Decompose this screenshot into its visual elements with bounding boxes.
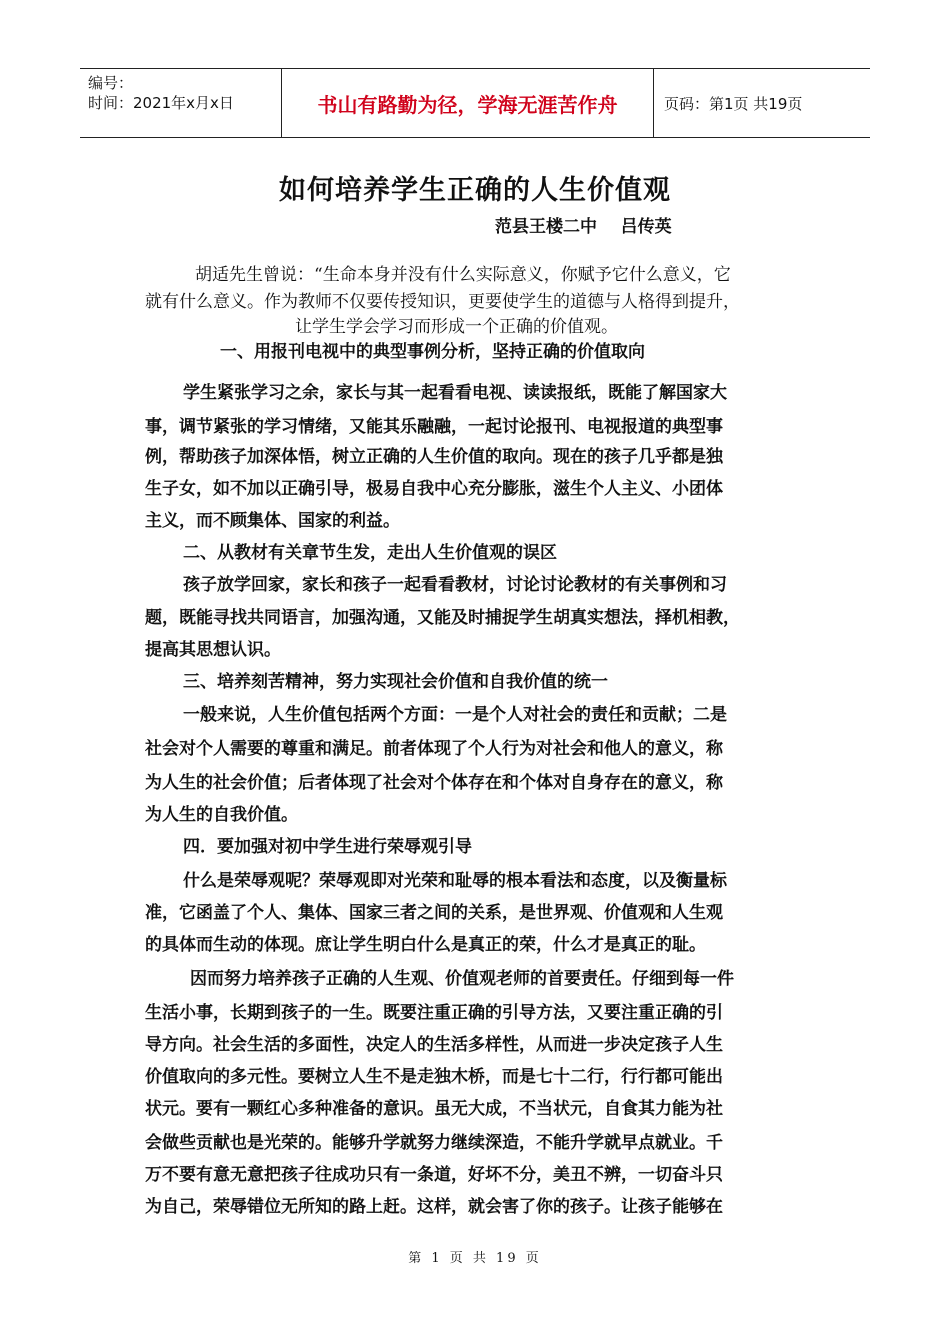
page-footer: 第 1 页 共 19 页	[408, 1251, 542, 1266]
body-line: 价值取向的多元性。要树立人生不是走独木桥，而是七十二行，行行都可能出	[145, 1067, 723, 1087]
body-line: 什么是荣辱观呢？荣辱观即对光荣和耻辱的根本看法和态度，以及衡量标	[183, 871, 727, 891]
body-line: 生子女，如不加以正确引导，极易自我中心充分膨胀，滋生个人主义、小团体	[145, 479, 723, 499]
header-motto-cell	[282, 69, 654, 137]
body-line: 导方向。社会生活的多面性，决定人的生活多样性，从而进一步决定孩子人生	[145, 1035, 723, 1055]
body-line: 生活小事，长期到孩子的一生。既要注重正确的引导方法，又要注重正确的引	[145, 1003, 723, 1023]
body-line: 一般来说，人生价值包括两个方面：一是个人对社会的责任和贡献；二是	[183, 705, 727, 725]
body-line: 学生紧张学习之余，家长与其一起看看电视、读读报纸，既能了解国家大	[183, 383, 727, 403]
body-line: 题，既能寻找共同语言，加强沟通，又能及时捕捉学生胡真实想法，择机相教，	[145, 608, 740, 628]
body-line: 为人生的自我价值。	[145, 805, 298, 825]
document-title: 如何培养学生正确的人生价值观	[279, 175, 671, 206]
body-line: 四．要加强对初中学生进行荣辱观引导	[183, 837, 472, 857]
body-line: 就有什么意义。作为教师不仅要传授知识，更要使学生的道德与人格得到提升，	[145, 292, 740, 312]
body-line: 社会对个人需要的尊重和满足。前者体现了个人行为对社会和他人的意义，称	[145, 739, 723, 759]
body-line: 因而努力培养孩子正确的人生观、价值观老师的首要责任。仔细到每一件	[190, 969, 734, 989]
body-line: 让学生学会学习而形成一个正确的价值观。	[295, 317, 618, 337]
body-line: 会做些贡献也是光荣的。能够升学就努力继续深造，不能升学就早点就业。千	[145, 1133, 723, 1153]
body-line: 胡适先生曾说：“生命本身并没有什么实际意义，你赋予它什么意义，它	[195, 265, 731, 285]
body-line: 三、培养刻苦精神，努力实现社会价值和自我价值的统一	[183, 672, 608, 692]
page-header	[80, 68, 870, 138]
body-line: 事，调节紧张的学习情绪，又能其乐融融，一起讨论报刊、电视报道的典型事	[145, 417, 723, 437]
header-motto: 书山有路勤为径，学海无涯苦作舟	[317, 92, 618, 117]
body-line: 提高其思想认识。	[145, 640, 281, 660]
body-line: 例，帮助孩子加深体悟，树立正确的人生价值的取向。现在的孩子几乎都是独	[145, 447, 723, 467]
body-line: 为人生的社会价值；后者体现了社会对个体存在和个体对自身存在的意义，称	[145, 773, 723, 793]
body-line: 为自己，荣辱错位无所知的路上赶。这样，就会害了你的孩子。让孩子能够在	[145, 1197, 723, 1217]
body-line: 一、用报刊电视中的典型事例分析，坚持正确的价值取向	[220, 342, 645, 362]
document-author: 范县王楼二中 吕传英	[495, 217, 672, 237]
body-line: 二、从教材有关章节生发，走出人生价值观的误区	[183, 543, 557, 563]
date-label: 时间：2021年x月x日	[88, 94, 234, 112]
body-line: 的具体而生动的体现。庶让学生明白什么是真正的荣，什么才是真正的耻。	[145, 935, 706, 955]
body-line: 主义，而不顾集体、国家的利益。	[145, 511, 400, 531]
number-label: 编号：	[88, 74, 134, 92]
body-line: 准，它函盖了个人、集体、国家三者之间的关系，是世界观、价值观和人生观	[145, 903, 723, 923]
body-line: 万不要有意无意把孩子往成功只有一条道，好坏不分，美丑不辨，一切奋斗只	[145, 1165, 723, 1185]
body-line: 状元。要有一颗红心多种准备的意识。虽无大成，不当状元，自食其力能为社	[145, 1099, 723, 1119]
header-page-info: 页码：第1页 共19页	[664, 94, 803, 113]
header-meta	[80, 69, 282, 137]
body-line: 孩子放学回家，家长和孩子一起看看教材，讨论讨论教材的有关事例和习	[183, 575, 727, 595]
